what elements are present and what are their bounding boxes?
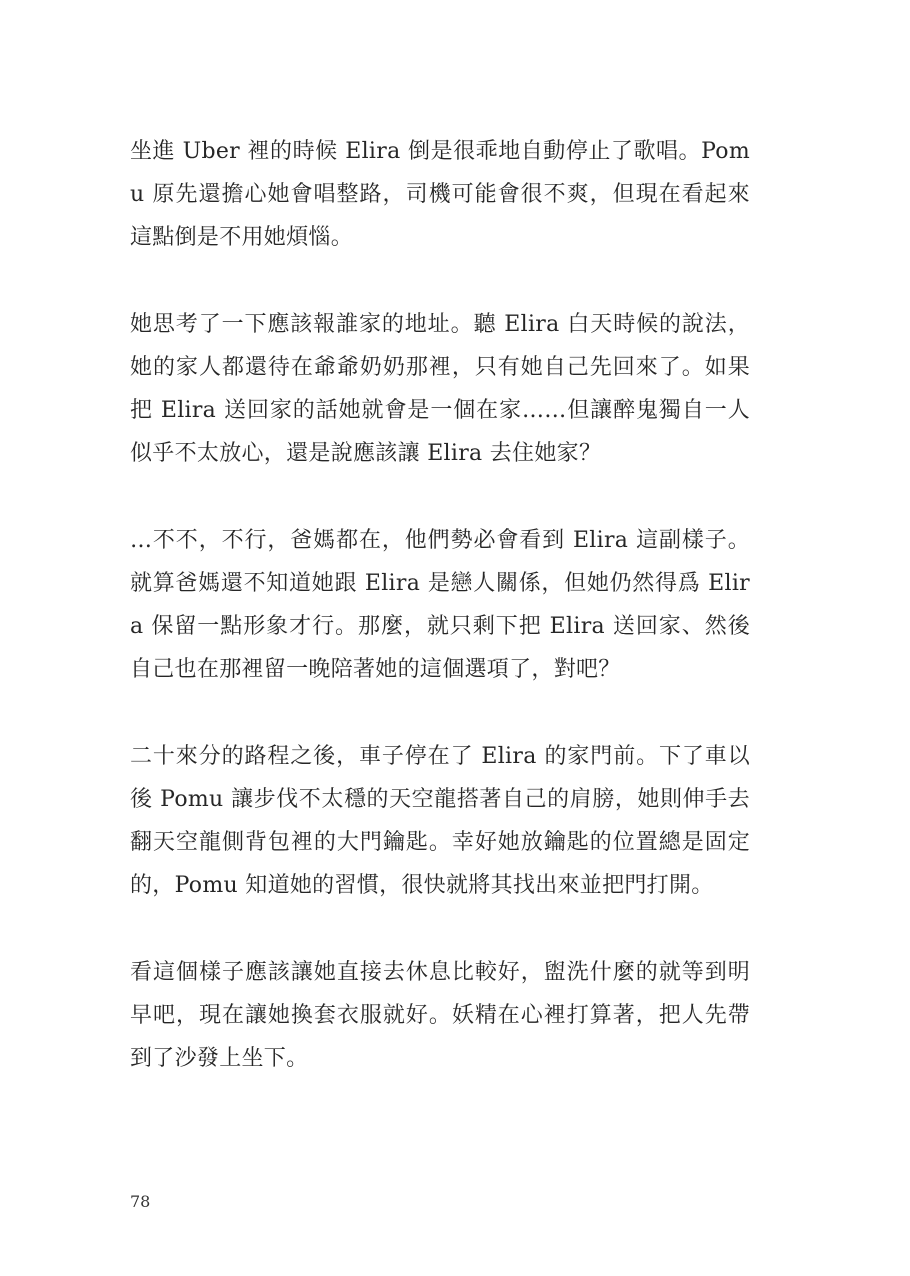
page-number: 78 [130,1192,151,1211]
paragraph-5: 看這個樣子應該讓她直接去休息比較好，盥洗什麼的就等到明早吧，現在讓她換套衣服就好。妖精在心裡打算著，把人先帶到了沙發上坐下。 [130,960,750,1071]
paragraph-3: …不不，不行，爸媽都在，他們勢必會看到 Elira 這副樣子。就算爸媽還不知道她跟 Elira 是戀人關係，但她仍然得爲 Elira 保留一點形象才行。那麼，就只剩下把 Elira 送回家、然後自己也在那裡留一晚陪著她的這個選項了，對吧？ [130,528,750,682]
paragraph-2: 她思考了一下應該報誰家的地址。聽 Elira 白天時候的說法，她的家人都還待在爺爺奶奶那裡，只有她自己先回來了。如果把 Elira 送回家的話她就會是一個在家……但讓醉鬼獨自一人似乎不太放心，還是說應該讓 Elira 去住她家？ [130,312,750,466]
body-text [130,130,750,1124]
paragraph-1: 坐進 Uber 裡的時候 Elira 倒是很乖地自動停止了歌唱。Pomu 原先還擔心她會唱整路，司機可能會很不爽，但現在看起來這點倒是不用她煩惱。 [130,139,750,250]
paragraph-4: 二十來分的路程之後，車子停在了 Elira 的家門前。下了車以後 Pomu 讓步伐不太穩的天空龍搭著自己的肩膀，她則伸手去翻天空龍側背包裡的大門鑰匙。幸好她放鑰匙的位置總是固定的，Pomu 知道她的習慣，很快就將其找出來並把門打開。 [130,744,750,898]
